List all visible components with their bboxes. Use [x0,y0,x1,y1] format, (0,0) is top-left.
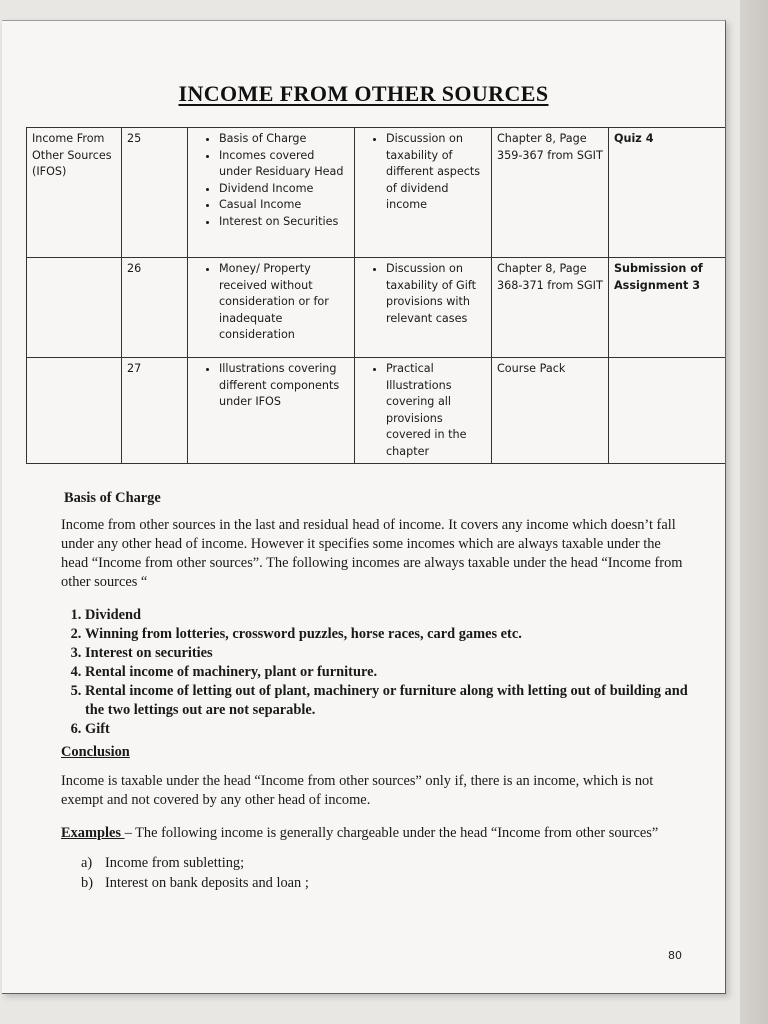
list-item-text: Income from subletting; [105,855,245,871]
body-text [61,489,691,893]
reading-cell: Chapter 8, Page 359-367 from SGIT [492,128,609,258]
list-item [81,853,691,873]
list-marker: a) [81,855,93,871]
session-cell: 27 [122,358,188,464]
document-page [2,20,726,994]
table-row [27,128,726,258]
pedagogy-cell [355,258,492,358]
pedagogy-item: • Practical Illustrations covering all provisions covered in the chapter [386,361,486,460]
list-item: 4. Rental income of machinery, plant or furniture. [85,663,691,682]
content-cell [188,358,355,464]
evaluation-cell: Submission of Assignment 3 [609,258,726,358]
list-item: 2. Winning from lotteries, crossword puzzles, horse races, card games etc. [85,625,691,644]
list-item: 3. Interest on securities [85,644,691,663]
page-title: INCOME FROM OTHER SOURCES [178,81,549,106]
conclusion-heading: Conclusion [61,744,130,760]
content-item: • Illustrations covering different components under IFOS [219,361,349,411]
content-item: • Basis of Charge [219,131,349,148]
examples-intro: – The following income is generally chargeable under the head “Income from other sources” [124,825,659,841]
list-marker: b) [81,875,93,891]
basis-heading: Basis of Charge [64,490,161,506]
content-item: • Interest on Securities [219,214,349,231]
session-plan-table [26,127,726,464]
content-cell [188,128,355,258]
content-item: • Dividend Income [219,181,349,198]
content-cell [188,258,355,358]
reading-cell: Chapter 8, Page 368-371 from SGIT [492,258,609,358]
topic-cell [27,258,122,358]
page-number: 80 [668,949,682,962]
content-item: • Money/ Property received without consideration or for inadequate consideration [219,261,349,344]
examples-heading: Examples [61,825,125,841]
topic-cell [27,358,122,464]
content-item: • Casual Income [219,197,349,214]
table-row [27,358,726,464]
examples-paragraph [61,824,691,843]
list-item [81,873,691,893]
list-item: 5. Rental income of letting out of plant, machinery or furniture along with letting out of building and the two lettings out are not separable. [85,682,691,720]
pedagogy-item: • Discussion on taxability of different aspects of dividend income [386,131,486,214]
pedagogy-cell [355,358,492,464]
conclusion-paragraph: Income is taxable under the head “Income from other sources” only if, there is an income, which is not exempt and not covered by any other head of income. [61,773,654,808]
session-cell: 25 [122,128,188,258]
list-item: 6. Gift [85,720,691,739]
examples-list [61,853,691,893]
evaluation-cell [609,358,726,464]
table-row [27,258,726,358]
list-item-text: Interest on bank deposits and loan ; [105,875,309,891]
reading-cell: Course Pack [492,358,609,464]
page-edge-shadow [740,0,768,1024]
pedagogy-cell [355,128,492,258]
evaluation-cell: Quiz 4 [609,128,726,258]
taxable-incomes-list [61,606,691,739]
content-item: • Incomes covered under Residuary Head [219,148,349,181]
basis-paragraph: Income from other sources in the last and residual head of income. It covers any income which doesn’t fall under any other head of income. However it specifies some incomes which are always taxable under the head “Income from other sources”. The following incomes are always taxable under the head “Income from other sources “ [61,517,683,590]
list-item: 1. Dividend [85,606,691,625]
session-cell: 26 [122,258,188,358]
pedagogy-item: • Discussion on taxability of Gift provisions with relevant cases [386,261,486,327]
topic-cell: Income From Other Sources (IFOS) [27,128,122,258]
